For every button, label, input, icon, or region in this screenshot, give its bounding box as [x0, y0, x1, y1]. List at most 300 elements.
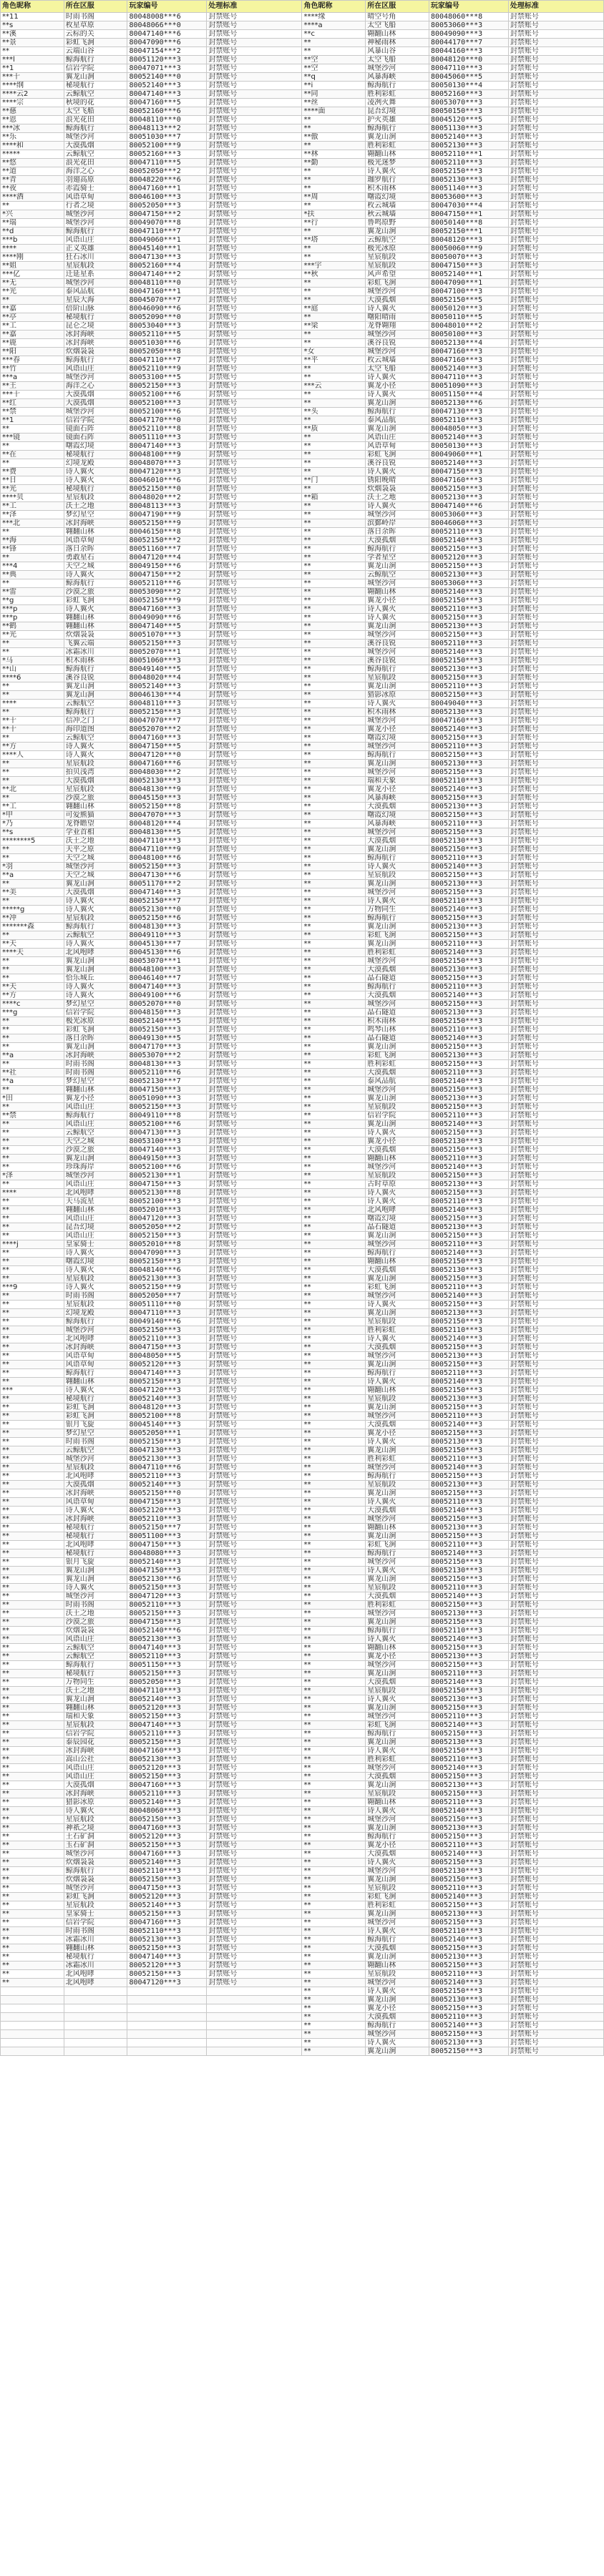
- role-name-cell: **: [302, 2022, 366, 2030]
- table-row: [1, 1987, 604, 1996]
- server-cell: 炊烟袅袅: [64, 1876, 127, 1884]
- player-id-cell: 80052110***3: [429, 1026, 508, 1034]
- table-row: [1, 1481, 604, 1489]
- standard-cell: 封禁账号: [207, 1807, 302, 1816]
- role-name-cell: **: [302, 1670, 366, 1678]
- server-cell: 城堡沙河: [64, 1172, 127, 1180]
- server-cell: 秘境航行: [64, 451, 127, 459]
- player-id-cell: 80052150***3: [429, 1086, 508, 1094]
- standard-cell: 封禁账号: [508, 579, 603, 588]
- role-name-cell: **: [1, 1481, 64, 1489]
- player-id-cell: 80052150***3: [127, 863, 207, 871]
- standard-cell: 封禁账号: [207, 1223, 302, 1232]
- player-id-cell: 80052140***3: [429, 1206, 508, 1215]
- player-id-cell: 80052150***3: [429, 1987, 508, 1996]
- standard-cell: 封禁账号: [207, 631, 302, 640]
- player-id-cell: 80050150***3: [429, 107, 508, 116]
- role-name-cell: **: [302, 245, 366, 253]
- player-id-cell: 80052150***9: [127, 519, 207, 528]
- server-cell: 胜利彩虹: [366, 1901, 429, 1910]
- standard-cell: 封禁账号: [508, 1661, 603, 1670]
- standard-cell: 封禁账号: [508, 1824, 603, 1833]
- role-name-cell: **: [302, 846, 366, 854]
- role-name-cell: **竹: [1, 365, 64, 373]
- server-cell: 溪谷良锐: [366, 339, 429, 348]
- standard-cell: 封禁账号: [207, 1944, 302, 1953]
- role-name-cell: **: [302, 296, 366, 305]
- server-cell: 翼龙山涧: [366, 227, 429, 236]
- player-id-cell: 80052150***3: [127, 1970, 207, 1979]
- server-cell: 曙霞幻境: [64, 1258, 127, 1266]
- role-name-cell: **: [302, 1790, 366, 1798]
- server-cell: 胜利彩虹: [366, 1326, 429, 1335]
- server-cell: 猎影冰原: [64, 1798, 127, 1807]
- role-name-cell: **: [302, 288, 366, 296]
- role-name-cell: **: [302, 1258, 366, 1266]
- table-row: [1, 983, 604, 991]
- role-name-cell: **: [302, 880, 366, 888]
- player-id-cell: 80048100***9: [127, 451, 207, 459]
- server-cell: 秋境的花: [64, 99, 127, 107]
- player-id-cell: 80048050***3: [429, 425, 508, 434]
- table-row: [1, 914, 604, 923]
- server-cell: 翼龙山涧: [366, 880, 429, 888]
- empty-cell: [207, 2004, 302, 2013]
- player-id-cell: 80052130***3: [429, 837, 508, 846]
- player-id-cell: 80052150***3: [429, 1601, 508, 1610]
- standard-cell: 封禁账号: [207, 1601, 302, 1610]
- player-id-cell: 80053600***3: [429, 193, 508, 202]
- server-cell: 枚星草原: [64, 21, 127, 30]
- standard-cell: 封禁账号: [207, 700, 302, 708]
- table-row: [1, 288, 604, 296]
- role-name-cell: **: [1, 1755, 64, 1764]
- role-name-cell: **: [1, 1137, 64, 1146]
- player-id-cell: 80052150***3: [429, 1558, 508, 1567]
- server-cell: 星宸航段: [366, 262, 429, 270]
- player-id-cell: 80052120***3: [127, 1764, 207, 1773]
- role-name-cell: **a: [1, 871, 64, 880]
- server-cell: 炊烟袅袅: [64, 631, 127, 640]
- standard-cell: 封禁账号: [508, 1103, 603, 1112]
- table-row: [1, 1618, 604, 1627]
- role-name-cell: **无: [1, 279, 64, 288]
- empty-cell: [1, 2013, 64, 2022]
- player-id-cell: 80052150***3: [429, 1704, 508, 1713]
- player-id-cell: 80053070***1: [127, 957, 207, 966]
- player-id-cell: 80052110***3: [429, 854, 508, 863]
- table-row: [1, 1060, 604, 1069]
- server-cell: 诗人翼火: [366, 502, 429, 511]
- server-cell: 鲸海航行: [64, 1318, 127, 1326]
- standard-cell: 封禁账号: [508, 1146, 603, 1155]
- server-cell: 星宸航段: [64, 1275, 127, 1283]
- role-name-cell: **: [302, 1326, 366, 1335]
- role-name-cell: **: [302, 47, 366, 56]
- server-cell: 翼龙山涧: [366, 1738, 429, 1747]
- standard-cell: 封禁账号: [207, 1069, 302, 1077]
- role-name-cell: **: [302, 751, 366, 760]
- role-name-cell: **: [1, 1867, 64, 1876]
- server-cell: 胜利彩虹: [366, 1755, 429, 1764]
- role-name-cell: **: [302, 631, 366, 640]
- standard-cell: 封禁账号: [207, 1318, 302, 1326]
- standard-cell: 封禁账号: [508, 124, 603, 133]
- player-id-cell: 80052140***3: [429, 1721, 508, 1730]
- role-name-cell: **: [302, 1017, 366, 1026]
- server-cell: 冰封海峡: [64, 339, 127, 348]
- player-id-cell: 80046140***7: [127, 974, 207, 983]
- server-cell: 北风咆哮: [64, 1189, 127, 1198]
- standard-cell: 封禁账号: [207, 1927, 302, 1936]
- standard-cell: 封禁账号: [207, 1404, 302, 1412]
- standard-cell: 封禁账号: [508, 1627, 603, 1635]
- server-cell: 彩虹飞涧: [366, 451, 429, 459]
- player-id-cell: 80052160***3: [429, 90, 508, 99]
- standard-cell: 封禁账号: [508, 863, 603, 871]
- server-cell: 风语山庄: [64, 236, 127, 245]
- standard-cell: 封禁账号: [508, 107, 603, 116]
- server-cell: 极光冰原: [64, 1017, 127, 1026]
- standard-cell: 封禁账号: [207, 485, 302, 494]
- header-role-right: 角色昵称: [302, 1, 366, 13]
- standard-cell: 封禁账号: [508, 1858, 603, 1867]
- role-name-cell: **方: [1, 743, 64, 751]
- standard-cell: 封禁账号: [508, 1129, 603, 1137]
- standard-cell: 封禁账号: [207, 227, 302, 236]
- standard-cell: 封禁账号: [207, 1644, 302, 1652]
- standard-cell: 封禁账号: [508, 1790, 603, 1798]
- empty-cell: [127, 1987, 207, 1996]
- player-id-cell: 80048220***6: [127, 176, 207, 185]
- role-name-cell: **: [1, 1549, 64, 1558]
- player-id-cell: 80047140***3: [127, 1953, 207, 1962]
- role-name-cell: **乐: [1, 133, 64, 142]
- role-name-cell: **: [302, 1962, 366, 1970]
- player-id-cell: 80053100***5: [127, 373, 207, 382]
- role-name-cell: **: [302, 785, 366, 794]
- standard-cell: 封禁账号: [207, 665, 302, 674]
- standard-cell: 封禁账号: [207, 21, 302, 30]
- player-id-cell: 80052140***3: [127, 1558, 207, 1567]
- server-cell: 云标的关: [64, 30, 127, 39]
- player-id-cell: 80052130***3: [429, 1266, 508, 1275]
- role-name-cell: **: [1, 1841, 64, 1850]
- server-cell: 云端山谷: [64, 47, 127, 56]
- role-name-cell: **: [302, 974, 366, 983]
- server-cell: 秘境航行: [64, 1953, 127, 1962]
- server-cell: 星宸航段: [366, 1395, 429, 1404]
- server-cell: 翱翻山林: [64, 614, 127, 622]
- server-cell: 银月飞旋: [64, 1558, 127, 1567]
- server-cell: 锈阳晚晴: [366, 476, 429, 485]
- role-name-cell: **: [302, 1429, 366, 1438]
- player-id-cell: 80052140***3: [429, 537, 508, 545]
- player-id-cell: 80047160***6: [127, 760, 207, 768]
- player-id-cell: 80052150***3: [429, 674, 508, 682]
- standard-cell: 封禁账号: [207, 1112, 302, 1120]
- standard-cell: 封禁账号: [508, 966, 603, 974]
- table-row: [1, 1927, 604, 1936]
- standard-cell: 封禁账号: [207, 1249, 302, 1258]
- role-name-cell: **光: [1, 631, 64, 640]
- player-id-cell: 80052140***3: [429, 588, 508, 597]
- standard-cell: 封禁账号: [207, 1146, 302, 1155]
- player-id-cell: 80052140***3: [429, 133, 508, 142]
- role-name-cell: **: [1, 1524, 64, 1532]
- standard-cell: 封禁账号: [207, 202, 302, 210]
- server-cell: 大漠孤烟: [366, 1678, 429, 1687]
- role-name-cell: **: [1, 1455, 64, 1464]
- player-id-cell: 80052150***3: [429, 1060, 508, 1069]
- standard-cell: 封禁账号: [508, 150, 603, 159]
- role-name-cell: **: [302, 1455, 366, 1464]
- player-id-cell: 80047140***5: [127, 622, 207, 631]
- player-id-cell: 80052110***3: [429, 159, 508, 167]
- empty-cell: [1, 2004, 64, 2013]
- standard-cell: 封禁账号: [207, 528, 302, 537]
- server-cell: 风暴海峡: [366, 820, 429, 828]
- role-name-cell: **: [302, 1747, 366, 1755]
- server-cell: 大漠孤烟: [366, 1421, 429, 1429]
- standard-cell: 封禁账号: [508, 1043, 603, 1052]
- role-name-cell: **: [1, 1901, 64, 1910]
- standard-cell: 封禁账号: [207, 1481, 302, 1489]
- player-id-cell: 80052150***3: [127, 1610, 207, 1618]
- server-cell: 镜面石阵: [64, 434, 127, 442]
- player-id-cell: 80052150***3: [429, 1489, 508, 1498]
- standard-cell: 封禁账号: [207, 339, 302, 348]
- player-id-cell: 80052100***6: [127, 1120, 207, 1129]
- table-row: [1, 1043, 604, 1052]
- server-cell: 星辰大海: [64, 296, 127, 305]
- standard-cell: 封禁账号: [508, 1498, 603, 1507]
- header-server-left: 所在区服: [64, 1, 127, 13]
- role-name-cell: **: [302, 820, 366, 828]
- player-id-cell: 80052150***2: [127, 537, 207, 545]
- server-cell: 诗人翼火: [366, 1635, 429, 1644]
- player-id-cell: 80047160***3: [429, 717, 508, 725]
- player-id-cell: 80047160***3: [127, 605, 207, 614]
- player-id-cell: 80052140***3: [127, 1858, 207, 1867]
- empty-cell: [127, 2047, 207, 2056]
- server-cell: 风暴海峡: [366, 794, 429, 803]
- player-id-cell: 80052110***3: [429, 1970, 508, 1979]
- player-id-cell: 80052130***3: [429, 1567, 508, 1575]
- role-name-cell: **林: [302, 150, 366, 159]
- table-row: [1, 579, 604, 588]
- role-name-cell: **: [302, 537, 366, 545]
- server-cell: 大漠孤烟: [366, 803, 429, 811]
- server-cell: 冰封海峡: [64, 330, 127, 339]
- player-id-cell: 80052150***3: [127, 640, 207, 648]
- player-id-cell: 80052150***3: [429, 1000, 508, 1009]
- table-row: [1, 519, 604, 528]
- player-id-cell: 80048110***3: [127, 700, 207, 708]
- table-row: [1, 1129, 604, 1137]
- server-cell: 秘境航行: [64, 82, 127, 90]
- role-name-cell: **十: [1, 717, 64, 725]
- role-name-cell: *田: [1, 1094, 64, 1103]
- table-row: [1, 56, 604, 64]
- server-cell: 翼龙山涧: [366, 1094, 429, 1103]
- role-name-cell: **: [302, 330, 366, 339]
- table-row: [1, 1249, 604, 1258]
- standard-cell: 封禁账号: [207, 897, 302, 906]
- player-id-cell: 80047120***3: [127, 1215, 207, 1223]
- table-row: [1, 476, 604, 485]
- server-cell: 翼龙山涧: [366, 1404, 429, 1412]
- server-cell: 幻境龙殿: [64, 1309, 127, 1318]
- player-id-cell: 80052130***3: [127, 1275, 207, 1283]
- role-name-cell: **: [302, 2030, 366, 2039]
- server-cell: 猎影冰原: [366, 691, 429, 700]
- standard-cell: 封禁账号: [207, 794, 302, 803]
- player-id-cell: 80047130***3: [127, 1129, 207, 1137]
- role-name-cell: **: [302, 1446, 366, 1455]
- table-row: [1, 803, 604, 811]
- server-cell: 翱翻山林: [64, 1704, 127, 1713]
- standard-cell: 封禁账号: [207, 605, 302, 614]
- role-name-cell: **: [302, 1232, 366, 1240]
- player-id-cell: 80047071***3: [127, 64, 207, 73]
- player-id-cell: 80052150***3: [429, 1901, 508, 1910]
- empty-cell: [127, 2013, 207, 2022]
- server-cell: 城堡沙河: [366, 2030, 429, 2039]
- player-id-cell: 80049090***6: [127, 614, 207, 622]
- role-name-cell: **: [302, 142, 366, 150]
- role-name-cell: **: [302, 691, 366, 700]
- player-id-cell: 80052150***3: [127, 708, 207, 717]
- player-id-cell: 80052150***3: [127, 1816, 207, 1824]
- standard-cell: 封禁账号: [207, 210, 302, 219]
- role-name-cell: **瑞: [1, 219, 64, 227]
- player-id-cell: 80052110***3: [127, 1867, 207, 1876]
- standard-cell: 封禁账号: [207, 1549, 302, 1558]
- server-cell: 翼龙山涧: [366, 682, 429, 691]
- table-row: [1, 236, 604, 245]
- player-id-cell: 80052140***3: [429, 991, 508, 1000]
- player-id-cell: 80052050***7: [127, 1292, 207, 1301]
- standard-cell: 封禁账号: [508, 1060, 603, 1069]
- table-row: [1, 837, 604, 846]
- table-row: [1, 1215, 604, 1223]
- standard-cell: 封禁账号: [508, 1378, 603, 1386]
- role-name-cell: **: [1, 1489, 64, 1498]
- player-id-cell: 80052110***5: [127, 330, 207, 339]
- server-cell: 翼龙小径: [366, 1841, 429, 1850]
- player-id-cell: 80047090***6: [127, 39, 207, 47]
- player-id-cell: 80047110***3: [429, 373, 508, 382]
- standard-cell: 封禁账号: [207, 1876, 302, 1884]
- player-id-cell: 80048008***6: [127, 13, 207, 21]
- server-cell: 泰风品航: [366, 416, 429, 425]
- table-row: [1, 743, 604, 751]
- standard-cell: 封禁账号: [207, 313, 302, 322]
- table-row: [1, 923, 604, 931]
- standard-cell: 封禁账号: [508, 1464, 603, 1472]
- table-row: [1, 1378, 604, 1386]
- role-name-cell: **: [302, 1652, 366, 1661]
- server-cell: 翼龙山涧: [366, 1618, 429, 1627]
- role-name-cell: **: [1, 1670, 64, 1678]
- role-name-cell: **: [1, 648, 64, 657]
- server-cell: 胜利彩虹: [366, 1060, 429, 1069]
- player-id-cell: 80052110***3: [429, 1155, 508, 1163]
- table-row: [1, 1721, 604, 1730]
- role-name-cell: **阳: [1, 348, 64, 356]
- server-cell: 冰封海峡: [64, 1489, 127, 1498]
- server-cell: 城堡沙河: [64, 1455, 127, 1464]
- standard-cell: 封禁账号: [508, 47, 603, 56]
- table-row: [1, 734, 604, 743]
- standard-cell: 封禁账号: [508, 811, 603, 820]
- role-name-cell: **: [1, 1223, 64, 1232]
- table-row: [1, 124, 604, 133]
- player-id-cell: 80052120***3: [127, 1893, 207, 1901]
- server-cell: 诗人翼火: [64, 940, 127, 949]
- standard-cell: 封禁账号: [207, 1755, 302, 1764]
- role-name-cell: **: [302, 914, 366, 923]
- table-row: [1, 1266, 604, 1275]
- player-id-cell: 80052120***3: [127, 1833, 207, 1841]
- standard-cell: 封禁账号: [508, 1618, 603, 1627]
- role-name-cell: **: [302, 416, 366, 425]
- standard-cell: 封禁账号: [508, 1189, 603, 1198]
- server-cell: 翱翻山林: [366, 150, 429, 159]
- server-cell: 翼龙山涧: [366, 1446, 429, 1455]
- server-cell: 翼龙山涧: [366, 1361, 429, 1369]
- table-row: [1, 1240, 604, 1249]
- standard-cell: 封禁账号: [207, 1429, 302, 1438]
- player-id-cell: 80051090***3: [127, 1094, 207, 1103]
- standard-cell: 封禁账号: [508, 1816, 603, 1824]
- standard-cell: 封禁账号: [508, 1910, 603, 1919]
- standard-cell: 封禁账号: [207, 348, 302, 356]
- server-cell: 时雨书阁: [64, 1927, 127, 1936]
- server-cell: 城堡沙河: [366, 1816, 429, 1824]
- role-name-cell: **: [302, 1841, 366, 1850]
- server-cell: 翼龙山涧: [64, 1567, 127, 1575]
- table-row: [1, 1661, 604, 1670]
- player-id-cell: 80052110***3: [429, 1198, 508, 1206]
- player-id-cell: 80051170***2: [127, 880, 207, 888]
- player-id-cell: 80047130***3: [429, 408, 508, 416]
- role-name-cell: **方: [1, 991, 64, 1000]
- server-cell: 翼龙山涧: [64, 966, 127, 974]
- player-id-cell: 80048130***5: [127, 828, 207, 837]
- role-name-cell: **: [1, 1635, 64, 1644]
- table-row: [1, 219, 604, 227]
- role-name-cell: **: [302, 528, 366, 537]
- table-row: [1, 957, 604, 966]
- role-name-cell: **秋: [302, 270, 366, 279]
- table-row: [1, 1009, 604, 1017]
- standard-cell: 封禁账号: [508, 1841, 603, 1850]
- table-row: [1, 399, 604, 408]
- player-id-cell: 80052140***3: [127, 1481, 207, 1489]
- standard-cell: 封禁账号: [508, 537, 603, 545]
- server-cell: 诗人翼火: [366, 614, 429, 622]
- standard-cell: 封禁账号: [207, 1206, 302, 1215]
- role-name-cell: **: [302, 1206, 366, 1215]
- standard-cell: 封禁账号: [207, 957, 302, 966]
- standard-cell: 封禁账号: [207, 425, 302, 434]
- role-name-cell: **: [302, 1489, 366, 1498]
- table-row: [1, 700, 604, 708]
- role-name-cell: **: [302, 2004, 366, 2013]
- standard-cell: 封禁账号: [207, 1438, 302, 1446]
